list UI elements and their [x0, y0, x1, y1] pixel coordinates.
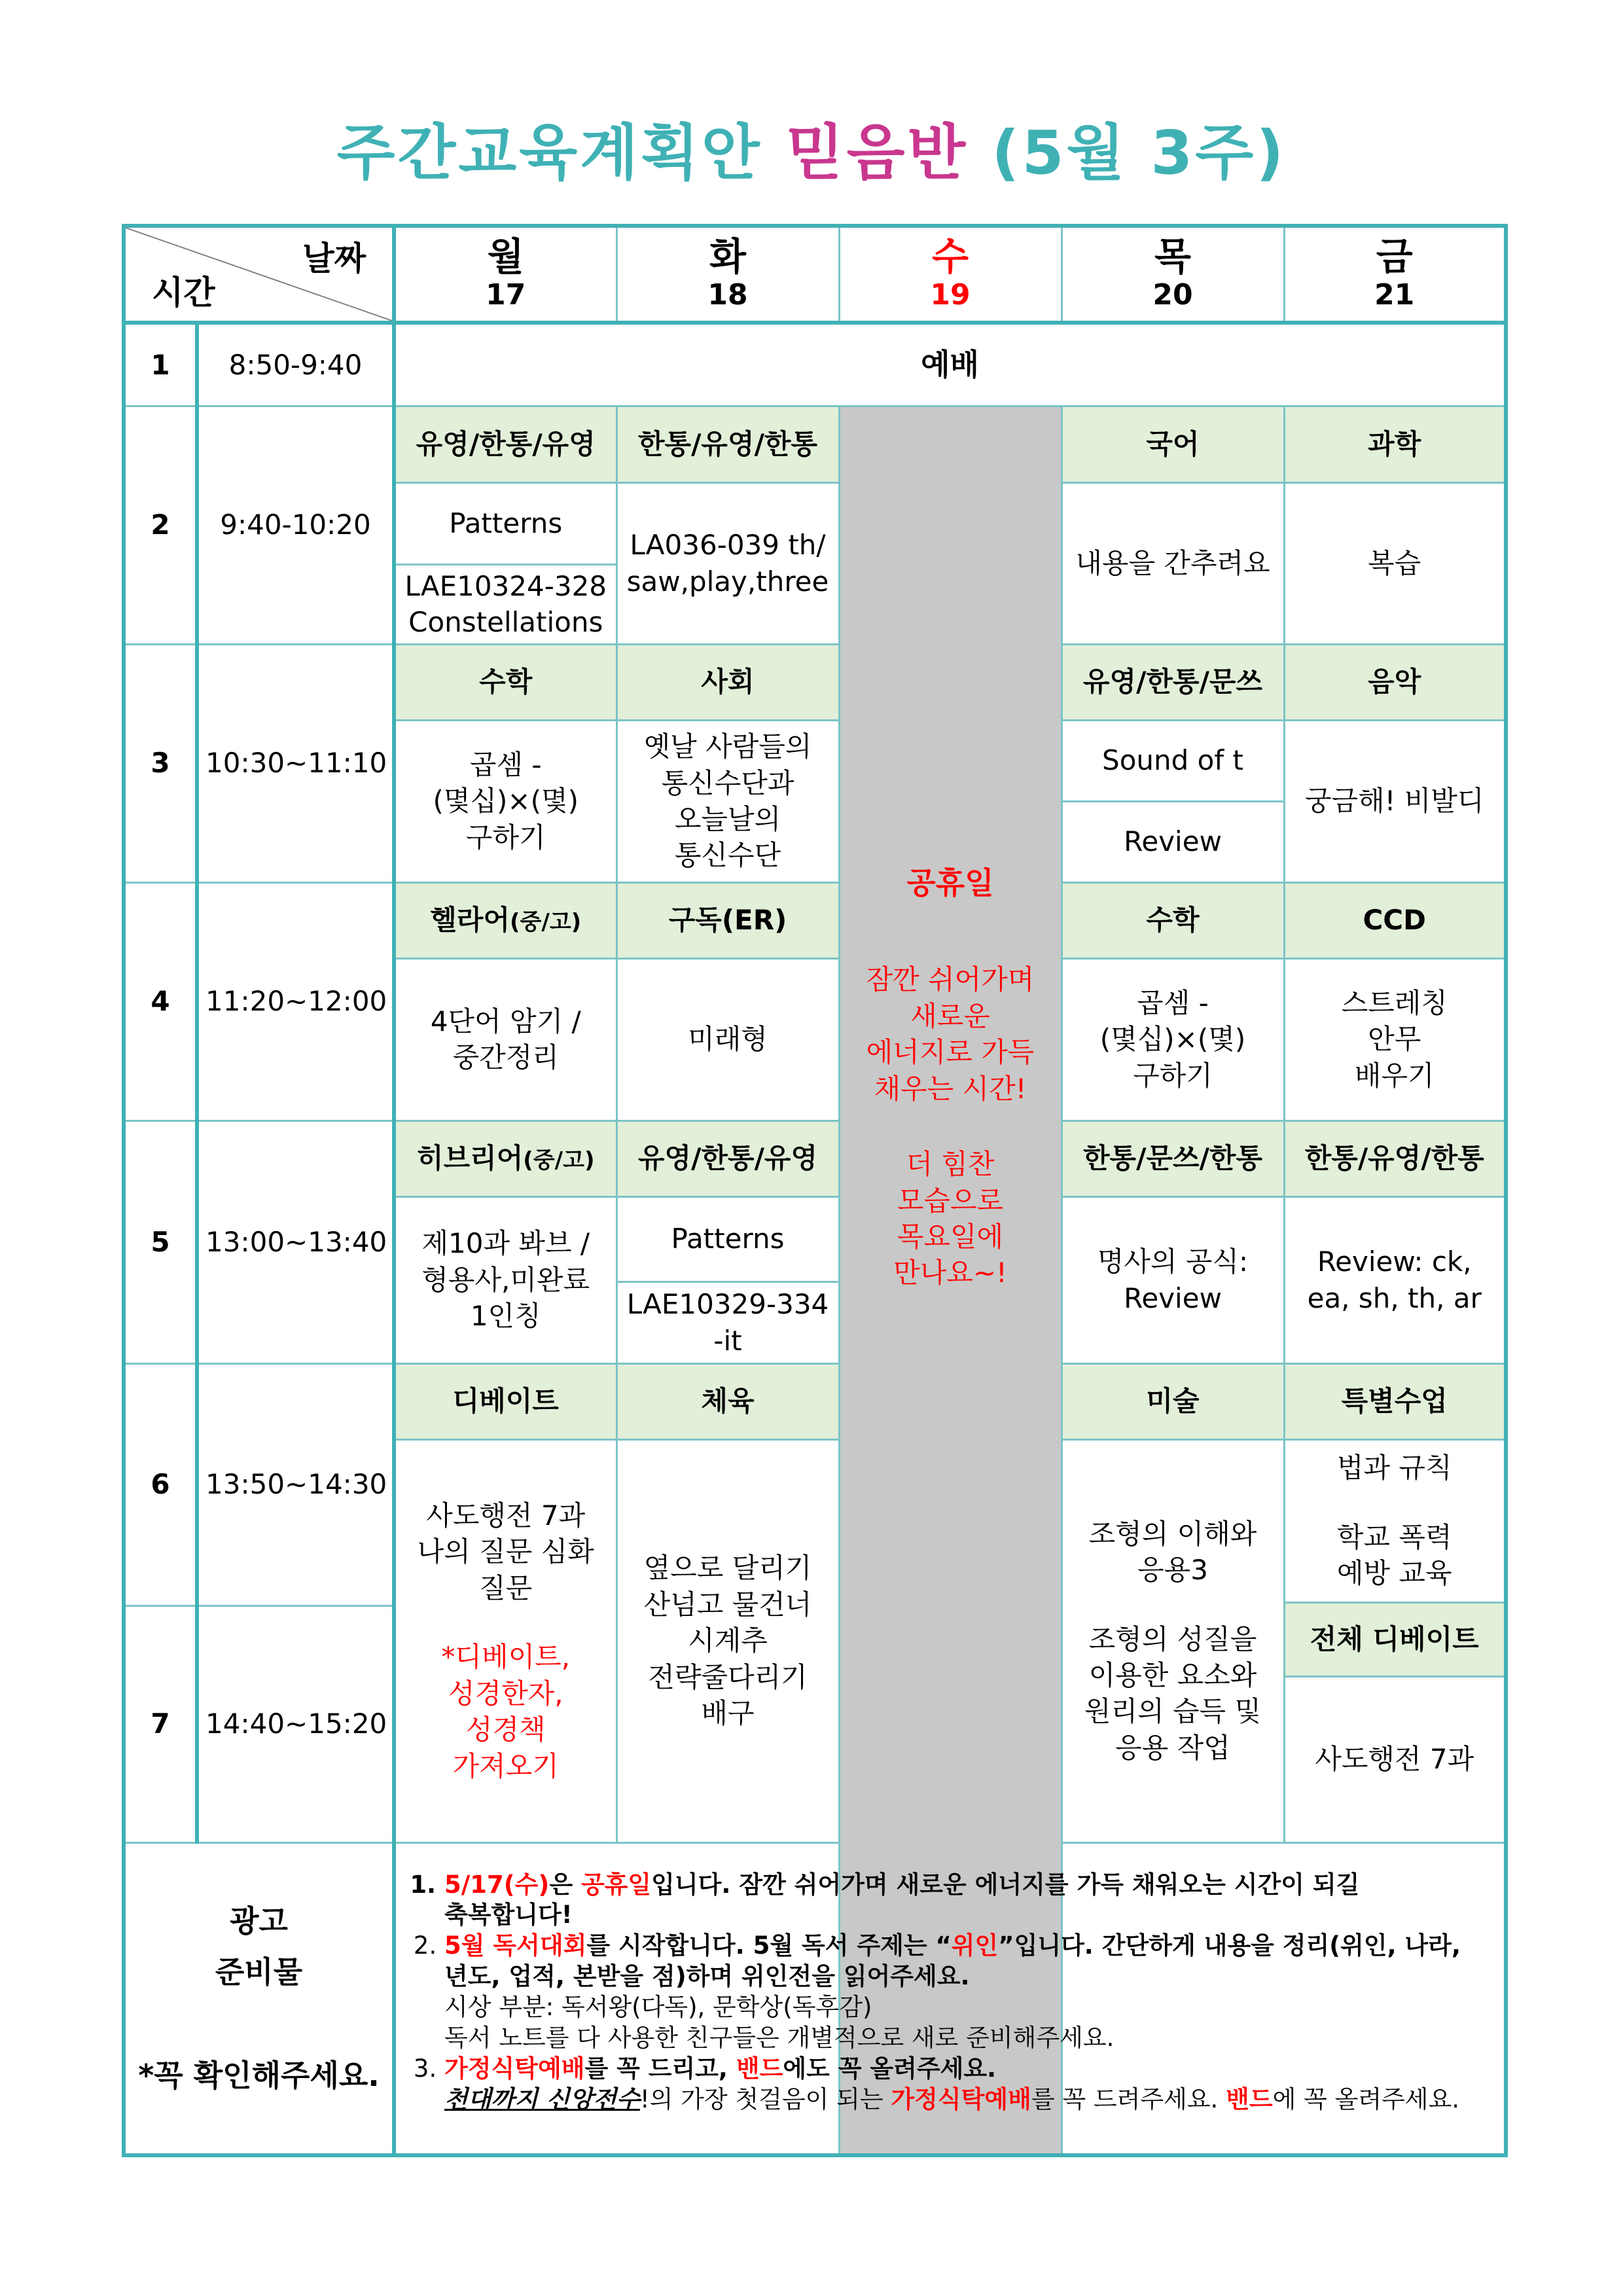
holiday-title: 공휴일 [906, 865, 994, 901]
subject-cell: 구독(ER) [616, 882, 839, 958]
lesson-cell: LAE10329-334 -it [616, 1282, 839, 1363]
notice-content [394, 1842, 1506, 2155]
lesson-cell: 옛날 사람들의 통신수단과 오늘날의 통신수단 [616, 720, 839, 882]
lesson-cell: LAE10324-328 Constellations [394, 564, 616, 644]
lesson-cell: Review [1061, 801, 1284, 882]
class-name: 믿음반 [785, 118, 969, 188]
period-number: 4 [124, 882, 197, 1121]
lesson-cell: 법과 규칙 학교 폭력 예방 교육 [1284, 1439, 1506, 1602]
page-title: 주간교육계획안 믿음반 (5월 3주) [336, 118, 1287, 188]
notice-label: 광고 준비물 *꼭 확인해주세요. [124, 1842, 394, 2155]
period-time: 9:40-10:20 [197, 406, 394, 644]
subject-cell: 국어 [1061, 406, 1284, 482]
lesson-cell: 곱셈 - (몇십)×(몇) 구하기 [1061, 958, 1284, 1121]
subject-cell: 디베이트 [394, 1363, 616, 1439]
holiday-message: 더 힘찬 모습으로 목요일에 만나요~! [893, 1148, 1007, 1289]
period-time: 8:50-9:40 [197, 323, 394, 406]
period-time: 11:20~12:00 [197, 882, 394, 1121]
corner-time-label: 시간 [152, 274, 215, 312]
lesson-cell: 궁금해! 비발디 [1284, 720, 1506, 882]
lesson-cell: 사도행전 7과 [1284, 1676, 1506, 1842]
lesson-cell: 스트레칭 안무 배우기 [1284, 958, 1506, 1121]
notice-item-reading-contest: 2. 5월 독서대회를 시작합니다. 5월 독서 주제는 “위인”입니다. 간단하게 내용을 정리(위인, 나라, 년도, 업적, 본받을 점)하며 위인전을 읽어주세요. 시상 부분: 독서왕(다독), 문학상(독후감) 독서 노트를 다 사용한 친구들은 개별적으로 새로 준비해주세요. [444, 1931, 1491, 2054]
subject-cell: CCD [1284, 882, 1506, 958]
period-number: 5 [124, 1121, 197, 1363]
period-number: 2 [124, 406, 197, 644]
day-header-wed: 수 19 [839, 226, 1061, 323]
subject-cell: 체육 [616, 1363, 839, 1439]
subject-cell: 과학 [1284, 406, 1506, 482]
lesson-cell: 4단어 암기 / 중간정리 [394, 958, 616, 1121]
lesson-cell: Patterns [616, 1196, 839, 1282]
period-number: 7 [124, 1605, 197, 1842]
lesson-cell: 옆으로 달리기 산넘고 물건너 시계추 전략줄다리기 배구 [616, 1439, 839, 1842]
lesson-cell: 명사의 공식: Review [1061, 1196, 1284, 1363]
period-time: 13:00~13:40 [197, 1121, 394, 1363]
day-header-mon: 월 17 [394, 226, 616, 323]
debate-prep-note: *디베이트, 성경한자, 성경책 가져오기 [441, 1641, 571, 1782]
subject-cell: 유영/한통/유영 [394, 406, 616, 482]
lesson-cell: 조형의 이해와 응용3 조형의 성질을 이용한 요소와 원리의 습득 및 응용 작업 [1061, 1439, 1284, 1842]
worship-cell: 예배 [394, 323, 1506, 406]
notice-item-holiday: 1. 5/17(수)은 공휴일입니다. 잠깐 쉬어가며 새로운 에너지를 가득 채워오는 시간이 되길 축복합니다! [444, 1870, 1491, 1931]
period-number: 6 [124, 1363, 197, 1605]
subject-cell: 헬라어(중/고) [394, 882, 616, 958]
lesson-cell: Patterns [394, 482, 616, 564]
subject-cell: 한통/문쓰/한통 [1061, 1121, 1284, 1196]
subject-cell: 특별수업 [1284, 1363, 1506, 1439]
day-header-tue: 화 18 [616, 226, 839, 323]
lesson-cell: LA036-039 th/ saw,play,three [616, 482, 839, 644]
day-header-thu: 목 20 [1061, 226, 1284, 323]
subject-cell: 수학 [1061, 882, 1284, 958]
subject-cell: 유영/한통/문쓰 [1061, 644, 1284, 720]
notice-item-family-worship: 3. 가정식탁예배를 꼭 드리고, 밴드에도 꼭 올려주세요. 천대까지 신앙전수!의 가장 첫걸음이 되는 가정식탁예배를 꼭 드려주세요. 밴드에 꼭 올려주세요. [444, 2054, 1491, 2115]
period-time: 13:50~14:30 [197, 1363, 394, 1605]
subject-cell: 수학 [394, 644, 616, 720]
lesson-cell: 복습 [1284, 482, 1506, 644]
subject-cell: 한통/유영/한통 [1284, 1121, 1506, 1196]
subject-cell: 한통/유영/한통 [616, 406, 839, 482]
weekly-plan-table [122, 224, 1508, 2157]
period-number: 3 [124, 644, 197, 882]
lesson-cell: 미래형 [616, 958, 839, 1121]
lesson-cell: 제10과 봐브 / 형용사,미완료 1인칭 [394, 1196, 616, 1363]
holiday-message: 잠깐 쉬어가며 새로운 에너지로 가득 채우는 시간! [866, 963, 1035, 1105]
lesson-cell: Sound of t [1061, 720, 1284, 801]
subject-cell: 미술 [1061, 1363, 1284, 1439]
header-corner [124, 226, 394, 323]
day-header-fri: 금 21 [1284, 226, 1506, 323]
period-time: 14:40~15:20 [197, 1605, 394, 1842]
subject-cell: 전체 디베이트 [1284, 1602, 1506, 1676]
subject-cell: 사회 [616, 644, 839, 720]
lesson-cell: 사도행전 7과 나의 질문 심화 질문 *디베이트, 성경한자, 성경책 가져오기 [394, 1439, 616, 1842]
subject-cell: 히브리어(중/고) [394, 1121, 616, 1196]
lesson-cell: 내용을 간추려요 [1061, 482, 1284, 644]
subject-cell: 유영/한통/유영 [616, 1121, 839, 1196]
lesson-cell: 곱셈 - (몇십)×(몇) 구하기 [394, 720, 616, 882]
period-time: 10:30~11:10 [197, 644, 394, 882]
corner-date-label: 날짜 [302, 240, 366, 278]
subject-cell: 음악 [1284, 644, 1506, 720]
lesson-cell: Review: ck, ea, sh, th, ar [1284, 1196, 1506, 1363]
period-number: 1 [124, 323, 197, 406]
